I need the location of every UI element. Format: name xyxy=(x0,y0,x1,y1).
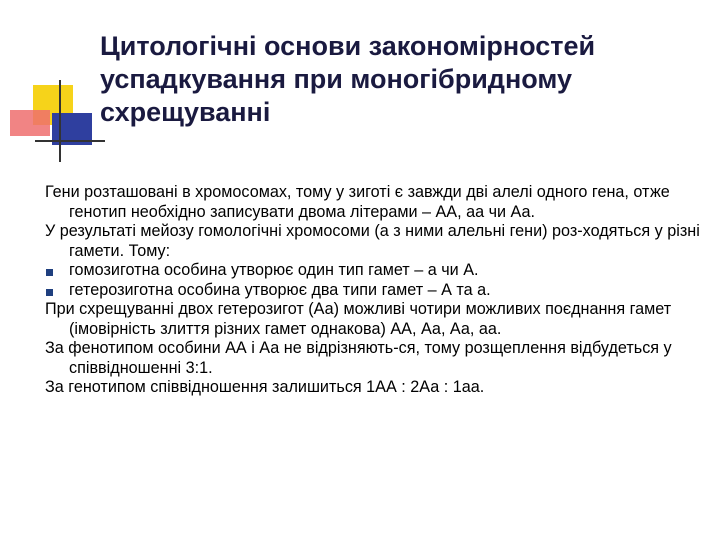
logo-red-bar xyxy=(10,110,50,136)
slide-body xyxy=(45,183,710,398)
title-line: успадкування при моногібридному xyxy=(100,64,573,94)
decorative-logo xyxy=(0,0,110,170)
title-line: схрещуванні xyxy=(100,97,271,127)
bullet-item xyxy=(45,261,710,281)
page-title xyxy=(100,30,700,129)
bullet-item xyxy=(45,281,710,301)
paragraph: Гени розташовані в хромосомах, тому у зиготі є завжди дві алелі одного гена, отже генотип необхідно записувати двома літерами – АА, аа чи Аа. xyxy=(45,183,670,221)
paragraph: За генотипом співвідношення залишиться 1АА : 2Аа : 1аа. xyxy=(45,378,485,396)
square-bullet-icon xyxy=(46,269,53,276)
paragraph: У результаті мейозу гомологічні хромосоми (а з ними алельні гени) роз-ходяться у різні гамети. Тому: xyxy=(45,222,700,260)
title-line: Цитологічні основи закономірностей xyxy=(100,31,596,61)
bullet-text: гомозиготна особина утворює один тип гамет – а чи А. xyxy=(69,261,479,279)
paragraph: За фенотипом особини АА і Аа не відрізняють-ся, тому розщеплення відбудеться у співвідношенні 3:1. xyxy=(45,339,672,377)
bullet-text: гетерозиготна особина утворює два типи гамет – А та а. xyxy=(69,280,491,299)
square-bullet-icon xyxy=(46,289,53,296)
paragraph: При схрещуванні двох гетерозигот (Аа) можливі чотири можливих поєднання гамет (імовірність злиття різних гамет однакова) АА, Аа, Аа, аа. xyxy=(45,300,672,338)
